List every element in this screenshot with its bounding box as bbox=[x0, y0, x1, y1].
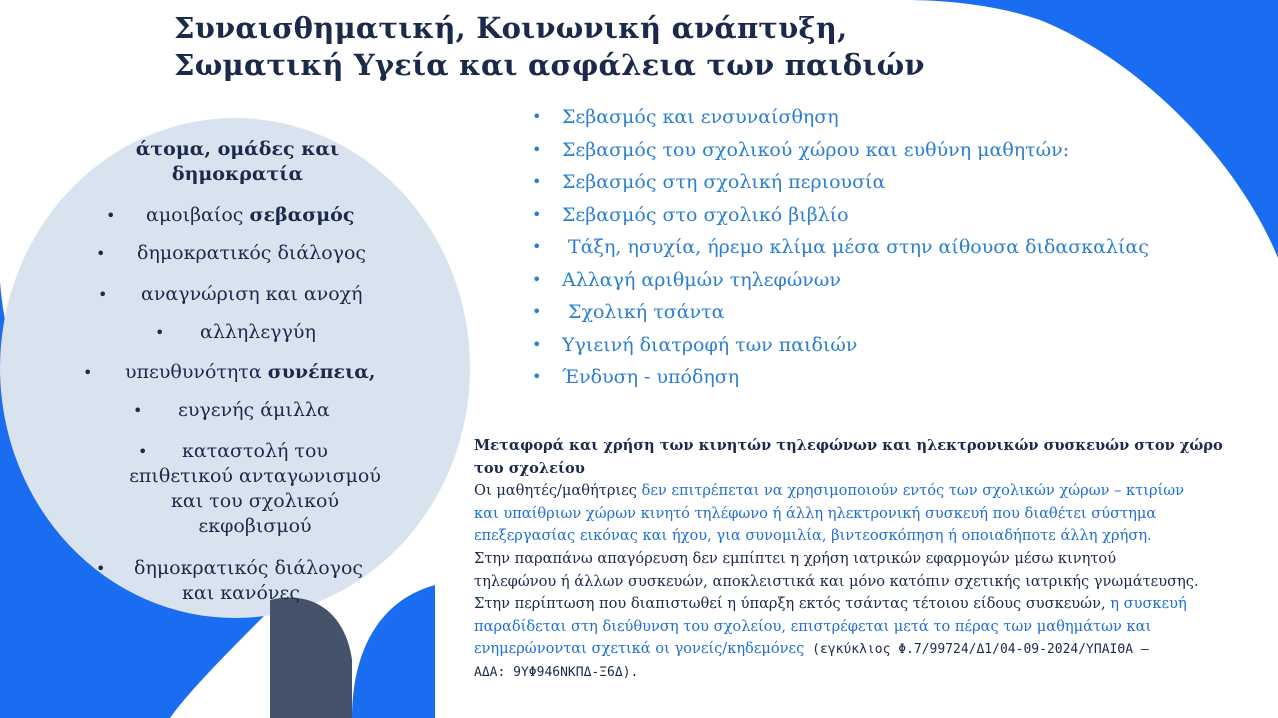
notice-line: και υπαίθριων χώρων κινητό τηλέφωνο ή άλλη ηλεκτρονική συσκευή που διαθέτει σύστημα bbox=[474, 504, 1157, 522]
bullet-icon: • bbox=[155, 323, 165, 342]
topic-item bbox=[532, 234, 1149, 267]
bullet-icon: • bbox=[96, 244, 106, 263]
circle-item-text: ευγενής άμιλλα bbox=[178, 399, 330, 421]
topic-item bbox=[532, 267, 1149, 300]
notice-line: ΑΔΑ: 9ΥΦ946ΝΚΠΔ-Ξ6Δ). bbox=[474, 664, 639, 680]
circle-item-3 bbox=[98, 282, 363, 307]
bullet-icon: • bbox=[532, 107, 542, 126]
topic-text: Ένδυση - υπόδηση bbox=[562, 366, 740, 388]
notice-text: Στην περίπτωση που διαπιστωθεί η ύπαρξη εκτός τσάντας τέτοιου είδους συσκευών, bbox=[474, 595, 1111, 613]
topic-text: Τάξη, ησυχία, ήρεμο κλίμα μέσα στην αίθουσα διδασκαλίας bbox=[562, 236, 1149, 258]
topic-item bbox=[532, 332, 1149, 365]
page-title bbox=[174, 10, 925, 84]
notice-line bbox=[474, 480, 1274, 503]
notice-highlight: δεν επιτρέπεται να χρησιμοποιούν εντός των σχολικών χώρων – κτιρίων bbox=[641, 482, 1185, 500]
bullet-icon: • bbox=[138, 442, 148, 461]
topic-item bbox=[532, 202, 1149, 235]
circle-item-bold: συνέπεια, bbox=[267, 361, 376, 383]
circle-heading-line-1: άτομα, ομάδες και bbox=[135, 138, 340, 160]
bullet-icon: • bbox=[532, 302, 542, 321]
topic-text: Σχολική τσάντα bbox=[562, 301, 725, 323]
circle-item-1 bbox=[106, 203, 354, 228]
circle-item-text: αλληλεγγύη bbox=[200, 321, 316, 343]
circle-item-text-line-2: και κανόνες bbox=[182, 582, 300, 604]
circle-item-text-line-1: δημοκρατικός διάλογος bbox=[134, 557, 364, 579]
circle-item-8 bbox=[96, 556, 386, 606]
topic-item bbox=[532, 299, 1149, 332]
topic-text: Αλλαγή αριθμών τηλεφώνων bbox=[562, 268, 841, 291]
bullet-icon: • bbox=[98, 285, 108, 304]
notice-title-line-2: του σχολείου bbox=[474, 459, 585, 477]
circle-heading-line-2: δημοκρατία bbox=[171, 163, 304, 185]
topic-text: Σεβασμός στη σχολική περιουσία bbox=[562, 171, 886, 193]
bullet-icon: • bbox=[106, 206, 116, 225]
circle-item-text-line-2: επιθετικού ανταγωνισμού bbox=[129, 465, 381, 487]
page-title-line-1: Συναισθηματική, Κοινωνική ανάπτυξη, bbox=[174, 11, 848, 45]
notice-highlight: ενημερώνονται σχετικά οι γονείς/κηδεμόνες bbox=[474, 640, 805, 658]
circle-item-7 bbox=[110, 439, 400, 539]
circle-item-bold: σεβασμός bbox=[249, 204, 355, 226]
bullet-icon: • bbox=[532, 204, 542, 224]
circle-item-text-line-4: εκφοβισμού bbox=[198, 515, 312, 537]
circle-item-text-line-3: και του σχολικού bbox=[170, 490, 339, 512]
bullet-icon: • bbox=[83, 363, 93, 382]
notice-line: παραδίδεται στη διεύθυνση του σχολείου, επιστρέφεται μετά το πέρας των μαθημάτων και bbox=[474, 617, 1152, 635]
bullet-icon: • bbox=[532, 237, 542, 256]
notice-citation: (εγκύκλιος Φ.7/99724/Δ1/04-09-2024/ΥΠΑΙΘΑ – bbox=[804, 642, 1149, 658]
bullet-icon: • bbox=[532, 139, 542, 159]
topic-item bbox=[532, 364, 1149, 397]
bullet-icon: • bbox=[133, 401, 143, 420]
notice-line bbox=[474, 638, 1274, 662]
circle-item-5 bbox=[83, 360, 376, 385]
circle-item-text: αναγνώριση και ανοχή bbox=[141, 283, 363, 305]
topic-text: Σεβασμός του σχολικού χώρου και ευθύνη μαθητών: bbox=[562, 138, 1070, 161]
topics-list bbox=[532, 104, 1149, 397]
circle-item-text: δημοκρατικός διάλογος bbox=[137, 242, 367, 264]
topic-text: Υγιεινή διατροφή των παιδιών bbox=[562, 333, 858, 356]
bullet-icon: • bbox=[532, 334, 542, 354]
topic-item bbox=[532, 104, 1149, 137]
topic-text: Σεβασμός και ενσυναίσθηση bbox=[562, 106, 839, 128]
circle-item-2 bbox=[96, 241, 366, 266]
phone-policy-notice bbox=[474, 435, 1274, 685]
bullet-icon: • bbox=[96, 559, 106, 578]
notice-line: επεξεργασίας εικόνας και ήχου, για συνομιλία, βιντεοσκόπηση ή οποιαδήποτε άλλη χρήση. bbox=[474, 527, 1152, 545]
notice-line: τηλεφώνου ή άλλων συσκευών, αποκλειστικά και μόνο κατόπιν σχετικής ιατρικής γνωμάτευσης. bbox=[474, 572, 1199, 590]
bullet-icon: • bbox=[532, 269, 542, 289]
bullet-icon: • bbox=[532, 172, 542, 191]
circle-item-6 bbox=[133, 398, 330, 423]
circle-item-text: αμοιβαίος bbox=[146, 204, 250, 226]
topic-item bbox=[532, 137, 1149, 170]
notice-title-line-1: Μεταφορά και χρήση των κινητών τηλεφώνων και ηλεκτρονικών συσκευών στον χώρο bbox=[474, 437, 1223, 454]
circle-heading bbox=[95, 137, 380, 187]
notice-line: Στην παραπάνω απαγόρευση δεν εμπίπτει η χρήση ιατρικών εφαρμογών μέσω κινητού bbox=[474, 549, 1117, 567]
notice-line bbox=[474, 593, 1274, 616]
circle-item-text: υπευθυνότητα bbox=[125, 361, 268, 383]
notice-text: Οι μαθητές/μαθήτριες bbox=[474, 482, 642, 500]
circle-item-text-line-1: καταστολή του bbox=[182, 440, 328, 462]
notice-highlight: η συσκευή bbox=[1110, 595, 1187, 613]
circle-item-4 bbox=[155, 320, 316, 345]
leaf-slate bbox=[270, 598, 352, 718]
bullet-icon: • bbox=[532, 367, 542, 386]
topic-item bbox=[532, 169, 1149, 202]
page-title-line-2: Σωματική Υγεία και ασφάλεια των παιδιών bbox=[174, 48, 925, 82]
topic-text: Σεβασμός στο σχολικό βιβλίο bbox=[562, 203, 849, 226]
